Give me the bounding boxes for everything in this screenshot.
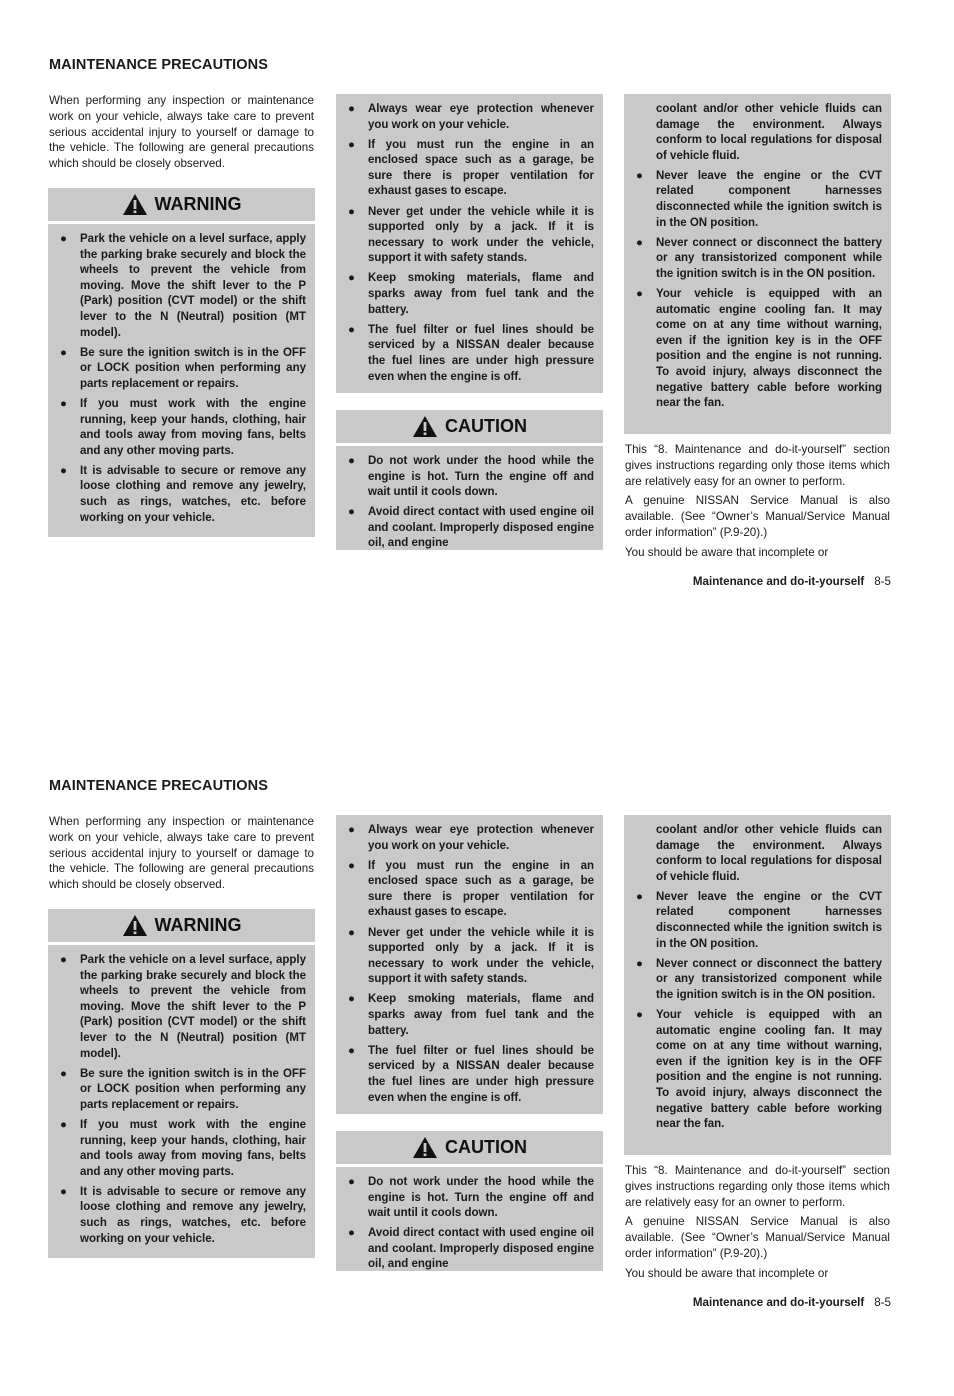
caution-item: ● Avoid direct contact with used engine oil and coolant. Improperly disposed engine oil, and engine	[348, 506, 594, 550]
column-3	[624, 94, 891, 565]
warning-triangle-icon	[412, 415, 438, 438]
warning-item: ● If you must work with the engine running, keep your hands, clothing, hair and tools away from moving fans, belts and any other moving parts.	[60, 1118, 306, 1178]
section-title: MAINTENANCE PRECAUTIONS	[49, 57, 268, 73]
body-paragraph: A genuine NISSAN Service Manual is also available. (See “Owner’s Manual/Service Manual order information” (P.9-20).)	[625, 494, 890, 539]
warning-label: WARNING	[154, 914, 242, 935]
warning-triangle-icon	[122, 193, 148, 216]
page-top	[0, 0, 954, 675]
warning-label: WARNING	[154, 193, 242, 214]
caution-item: ● Never connect or disconnect the battery or any transistorized component while the ignition switch is in the ON position.	[636, 236, 882, 280]
warning-item: ● Park the vehicle on a level surface, apply the parking brake securely and block the wheels to prevent the vehicle from moving. Move the shift lever to the P (Park) position (CVT model) or the shift lever to the N (Neutral) position (MT model).	[60, 232, 306, 339]
warning-item: ● Always wear eye protection whenever you work on your vehicle.	[348, 824, 594, 852]
page-number: 8-5	[874, 1296, 891, 1309]
column-1	[48, 93, 315, 537]
warning-item: ● The fuel filter or fuel lines should be serviced by a NISSAN dealer because the fuel lines are under high pressure even when the engine is off.	[348, 1044, 594, 1104]
caution-body	[336, 446, 603, 550]
column-2	[336, 94, 603, 550]
caution-item: ● Do not work under the hood while the engine is hot. Turn the engine off and wait until it cools down.	[348, 1176, 594, 1220]
caution-header	[336, 1131, 603, 1164]
caution-body	[336, 1167, 603, 1271]
warning-item: ● It is advisable to secure or remove any loose clothing and remove any jewelry, such as rings, watches, etc. before working on your vehicle.	[60, 1185, 306, 1245]
page-bottom	[0, 721, 954, 1396]
column-2	[336, 815, 603, 1271]
page-number: 8-5	[874, 575, 891, 588]
section-title: MAINTENANCE PRECAUTIONS	[49, 778, 268, 794]
caution-continuation: coolant and/or other vehicle fluids can damage the environment. Always conform to local regulations for disposal of vehicle fluid.	[656, 824, 882, 883]
warning-item: ● If you must work with the engine running, keep your hands, clothing, hair and tools away from moving fans, belts and any other moving parts.	[60, 397, 306, 457]
caution-label: CAUTION	[445, 1137, 527, 1157]
intro-paragraph: When performing any inspection or maintenance work on your vehicle, always take care to prevent serious accidental injury to yourself or damage to the vehicle. The following are general precautions which should be closely observed.	[49, 94, 314, 171]
caution-continued	[624, 94, 891, 434]
warning-continued	[336, 94, 603, 393]
warning-item: ● Be sure the ignition switch is in the OFF or LOCK position when performing any parts replacement or repairs.	[60, 1067, 306, 1111]
page-footer	[693, 1296, 891, 1309]
caution-item: ● Do not work under the hood while the engine is hot. Turn the engine off and wait until it cools down.	[348, 455, 594, 499]
warning-body	[48, 945, 315, 1258]
warning-item: ● Never get under the vehicle while it is supported only by a jack. If it is necessary to work under the vehicle, support it with safety stands.	[348, 205, 594, 265]
caution-item: ● Your vehicle is equipped with an automatic engine cooling fan. It may come on at any time without warning, even if the ignition key is in the OFF position and the engine is not running. To avoid injury, always disconnect the negative battery cable before working near the fan.	[636, 1009, 882, 1131]
body-paragraph: You should be aware that incomplete or	[625, 545, 829, 559]
warning-body	[48, 224, 315, 537]
caution-header	[336, 410, 603, 443]
warning-item: ● If you must run the engine in an enclosed space such as a garage, be sure there is proper ventilation for exhaust gases to escape.	[348, 138, 594, 198]
warning-continued	[336, 815, 603, 1114]
warning-triangle-icon	[122, 914, 148, 937]
warning-item: ● Park the vehicle on a level surface, apply the parking brake securely and block the wheels to prevent the vehicle from moving. Move the shift lever to the P (Park) position (CVT model) or the shift lever to the N (Neutral) position (MT model).	[60, 953, 306, 1060]
column-1	[48, 814, 315, 1258]
warning-item: ● It is advisable to secure or remove any loose clothing and remove any jewelry, such as rings, watches, etc. before working on your vehicle.	[60, 464, 306, 524]
intro-paragraph: When performing any inspection or maintenance work on your vehicle, always take care to prevent serious accidental injury to yourself or damage to the vehicle. The following are general precautions which should be closely observed.	[49, 815, 314, 892]
page-footer	[693, 575, 891, 588]
caution-continued	[624, 815, 891, 1155]
warning-item: ● Keep smoking materials, flame and sparks away from fuel tank and the battery.	[348, 272, 594, 316]
warning-item: ● Always wear eye protection whenever you work on your vehicle.	[348, 103, 594, 131]
body-paragraph: This “8. Maintenance and do-it-yourself” section gives instructions regarding only those items which are relatively easy for an owner to perform.	[625, 1164, 890, 1209]
caution-item: ● Your vehicle is equipped with an automatic engine cooling fan. It may come on at any time without warning, even if the ignition key is in the OFF position and the engine is not running. To avoid injury, always disconnect the negative battery cable before working near the fan.	[636, 288, 882, 410]
warning-triangle-icon	[412, 1136, 438, 1159]
caution-continuation: coolant and/or other vehicle fluids can damage the environment. Always conform to local regulations for disposal of vehicle fluid.	[656, 103, 882, 162]
warning-item: ● The fuel filter or fuel lines should be serviced by a NISSAN dealer because the fuel lines are under high pressure even when the engine is off.	[348, 323, 594, 383]
caution-item: ● Never connect or disconnect the battery or any transistorized component while the ignition switch is in the ON position.	[636, 957, 882, 1001]
warning-item: ● Never get under the vehicle while it is supported only by a jack. If it is necessary to work under the vehicle, support it with safety stands.	[348, 926, 594, 986]
warning-item: ● Be sure the ignition switch is in the OFF or LOCK position when performing any parts replacement or repairs.	[60, 346, 306, 390]
warning-item: ● Keep smoking materials, flame and sparks away from fuel tank and the battery.	[348, 993, 594, 1037]
caution-item: ● Avoid direct contact with used engine oil and coolant. Improperly disposed engine oil, and engine	[348, 1227, 594, 1271]
warning-item: ● If you must run the engine in an enclosed space such as a garage, be sure there is proper ventilation for exhaust gases to escape.	[348, 859, 594, 919]
warning-header	[48, 909, 315, 942]
footer-section: Maintenance and do-it-yourself	[692, 1296, 865, 1309]
caution-item: ● Never leave the engine or the CVT related component harnesses disconnected while the ignition switch is in the ON position.	[636, 890, 882, 950]
caution-label: CAUTION	[445, 416, 527, 436]
warning-header	[48, 188, 315, 221]
body-paragraph: A genuine NISSAN Service Manual is also available. (See “Owner’s Manual/Service Manual order information” (P.9-20).)	[625, 1215, 890, 1260]
column-3	[624, 815, 891, 1286]
body-paragraph: This “8. Maintenance and do-it-yourself” section gives instructions regarding only those items which are relatively easy for an owner to perform.	[625, 443, 890, 488]
footer-section: Maintenance and do-it-yourself	[692, 575, 865, 588]
caution-item: ● Never leave the engine or the CVT related component harnesses disconnected while the ignition switch is in the ON position.	[636, 169, 882, 229]
body-paragraph: You should be aware that incomplete or	[625, 1266, 829, 1280]
